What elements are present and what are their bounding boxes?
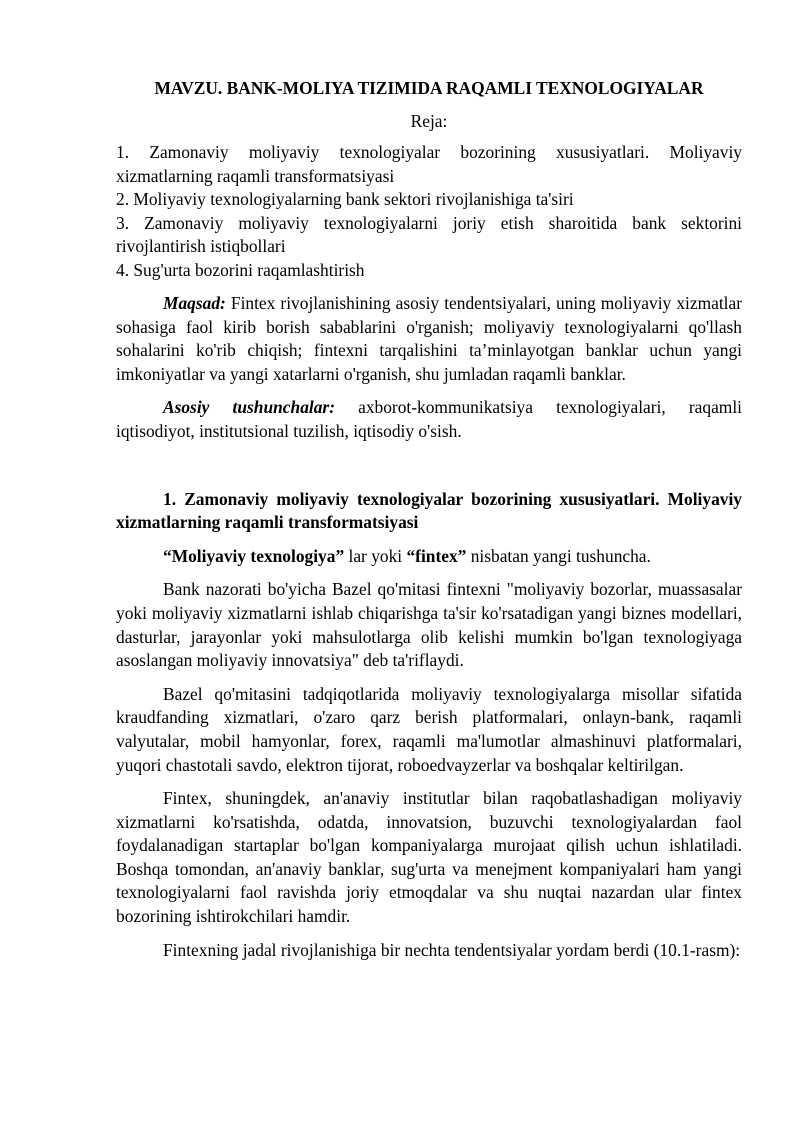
section-heading: 1. Zamonaviy moliyaviy texnologiyalar bozorining xususiyatlari. Moliyaviy xizmatlarning raqamli transformatsiyasi [116, 488, 742, 533]
plan-list [116, 141, 742, 282]
plan-item: 3. Zamonaviy moliyaviy texnologiyalarni joriy etish sharoitida bank sektorini rivojlantirish istiqbollari [116, 212, 742, 256]
goal-paragraph [116, 292, 742, 386]
body-paragraph: Bank nazorati bo'yicha Bazel qo'mitasi fintexni "moliyaviy bozorlar, muassasalar yoki moliyaviy xizmatlarni ishlab chiqarishga ta'sir ko'rsatadigan yangi biznes modellari, dasturlar, jarayonlar yoki mahsulotlarga olib kelishi mumkin bo'lgan texnologiyaga asoslangan moliyaviy innovatsiya" deb ta'riflaydi. [116, 579, 742, 671]
term-financial-technology: “Moliyaviy texnologiya” [163, 545, 345, 566]
goal-text: Fintex rivojlanishining asosiy tendentsiyalari, uning moliyaviy xizmatlar sohasiga faol kirib borish sabablarini o'rganish; moliyaviy texnologiyalarni qo'llash sohalarini ko'rib chiqish; fintexni tarqalishini ta’minlayotgan banklar uchun yangi imkoniyatlar va yangi xatarlarni o'rganish, shu jumladan raqamli banklar. [116, 293, 742, 384]
body-paragraph: Bazel qo'mitasini tadqiqotlarida moliyaviy texnologiyalarga misollar sifatida kraudfanding xizmatlari, o'zaro qarz berish platformalari, onlayn-bank, raqamli valyutalar, mobil hamyonlar, forex, raqamli ma'lumotlar almashinuvi platformalari, yuqori chastotali savdo, elektron tijorat, roboedvayzerlar va boshqalar keltirilgan. [116, 683, 742, 775]
plan-item: 1. Zamonaviy moliyaviy texnologiyalar bozorining xususiyatlari. Moliyaviy xizmatlarning raqamli transformatsiyasi [116, 142, 742, 186]
plan-item: 4. Sug'urta bozorini raqamlashtirish [116, 259, 365, 280]
body-paragraph: Fintexning jadal rivojlanishiga bir nechta tendentsiyalar yordam berdi (10.1-rasm): [163, 939, 741, 960]
body-paragraph: Fintex, shuningdek, an'anaviy institutlar bilan raqobatlashadigan moliyaviy xizmatlarni ko'rsatishda, odatda, innovatsion, buzuvchi texnologiyalardan faol foydalanadigan startaplar bo'lgan kompaniyalarga murojaat qilish uchun ishlatiladi. Boshqa tomondan, an'anaviy banklar, sug'urta va menejment kompaniyalari ham yangi texnologiyalarni faol ravishda joriy etmoqdalar va shu nuqtai nazardan ular fintex bozorining ishtirokchilari hamdir. [116, 788, 742, 927]
definition-mid: lar yoki [344, 545, 407, 566]
definition-paragraph [116, 545, 742, 569]
plan-item: 2. Moliyaviy texnologiyalarning bank sektori rivojlanishiga ta'siri [116, 189, 574, 209]
plan-heading: Reja: [410, 111, 448, 131]
concepts-paragraph [116, 396, 742, 443]
term-fintex: “fintex” [406, 545, 467, 566]
goal-label: Maqsad: [163, 293, 226, 313]
document-title: MAVZU. BANK-MOLIYA TIZIMIDA RAQAMLI TEXNOLOGIYALAR [154, 78, 704, 98]
definition-end: nisbatan yangi tushuncha. [466, 545, 651, 566]
concepts-text: axborot-kommunikatsiya texnologiyalari, raqamli iqtisodiyot, institutsional tuzilish, iqtisodiy o'sish. [116, 397, 742, 441]
concepts-label: Asosiy tushunchalar: [163, 397, 335, 418]
